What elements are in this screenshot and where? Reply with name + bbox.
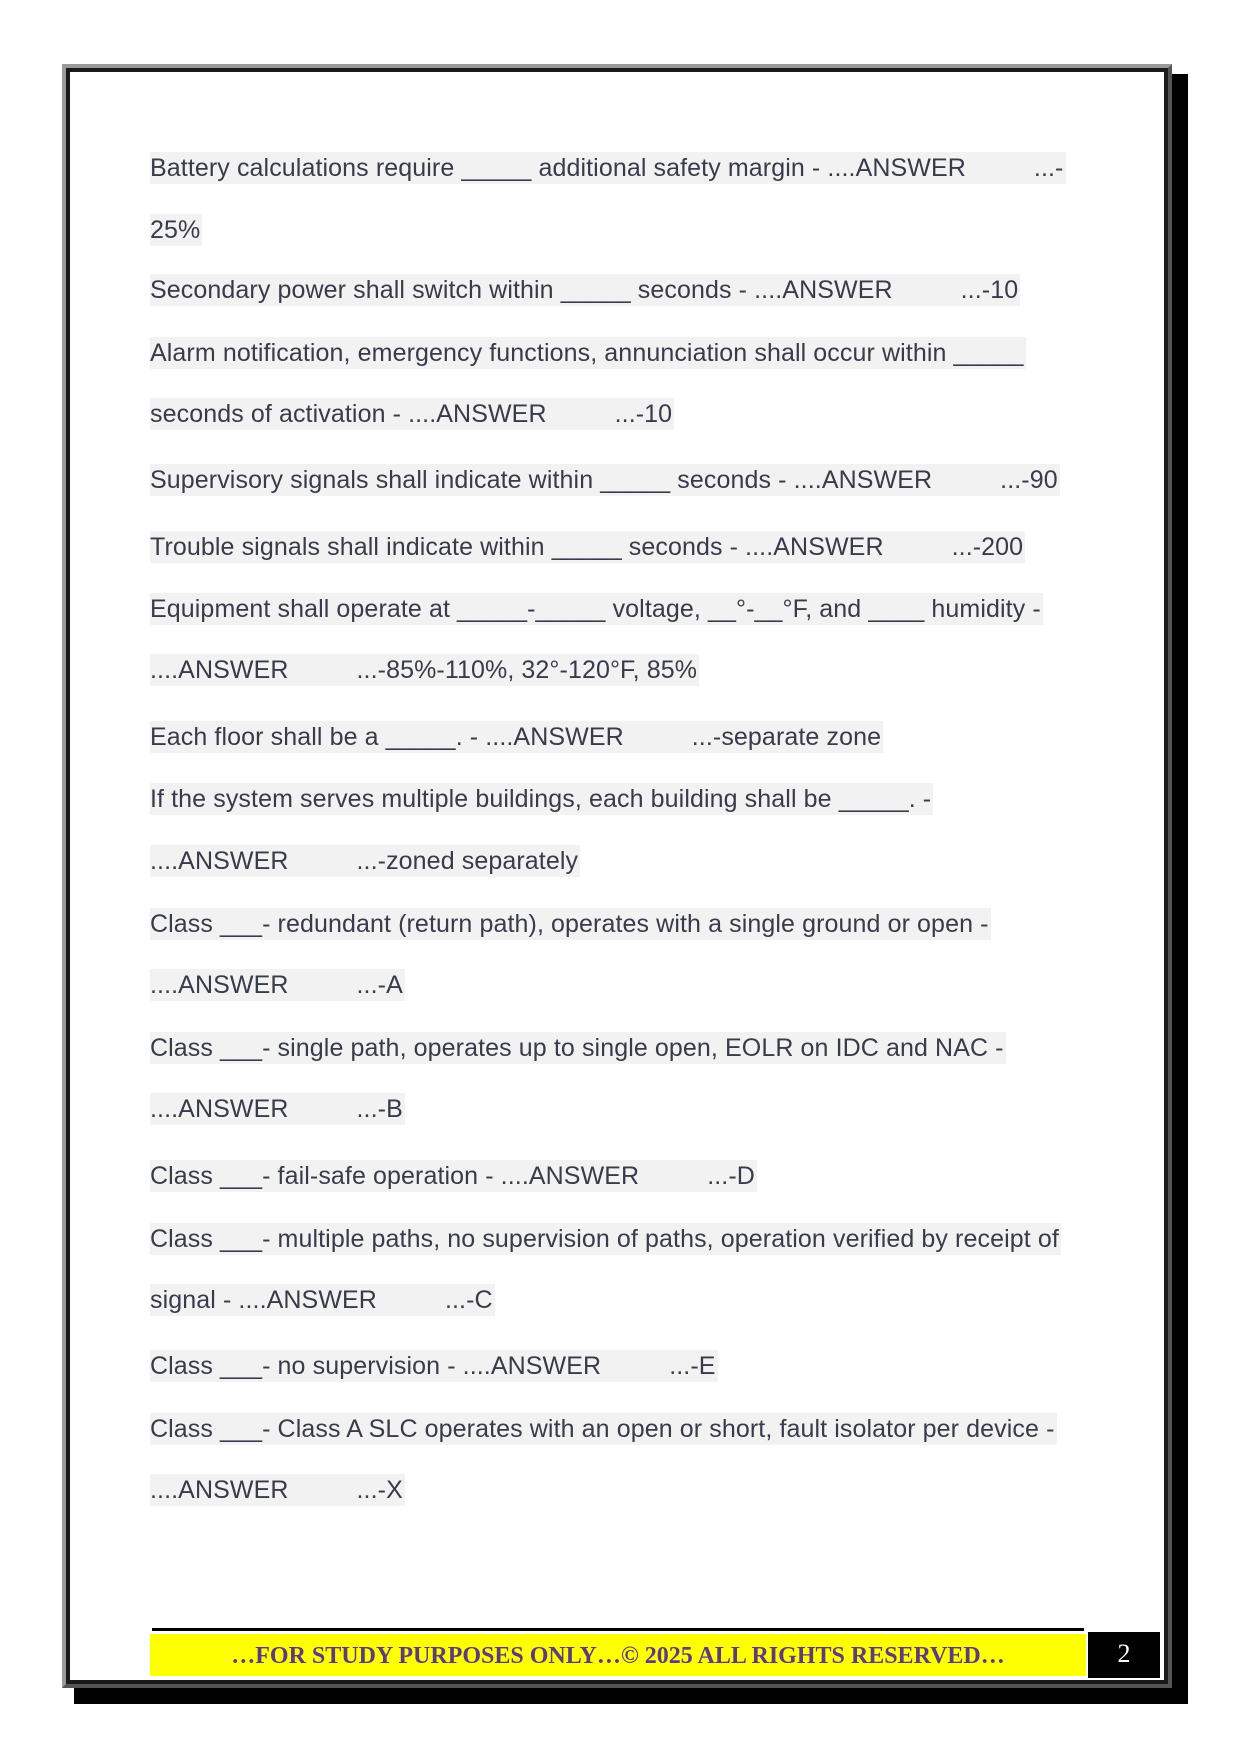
answer-line: ....ANSWER ...-A (150, 971, 403, 999)
question-line: Battery calculations require _____ additional safety margin - ....ANSWER ...- (150, 154, 1064, 182)
answer-line: ....ANSWER ...-zoned separately (150, 847, 579, 875)
answer-line: 25% (150, 216, 201, 244)
question-line: Trouble signals shall indicate within _____ seconds - ....ANSWER ...-200 (150, 533, 1024, 561)
question-line: Class ___- no supervision - ....ANSWER ...-E (150, 1352, 716, 1380)
question-line: Class ___- redundant (return path), operates with a single ground or open - (150, 910, 989, 938)
question-line: If the system serves multiple buildings, each building shall be _____. - (150, 785, 932, 813)
question-line: Equipment shall operate at _____-_____ voltage, __°-__°F, and ____ humidity - (150, 595, 1041, 623)
page-number: 2 (1088, 1632, 1160, 1678)
answer-line: ....ANSWER ...-B (150, 1095, 403, 1123)
question-line: Alarm notification, emergency functions, annunciation shall occur within _____ (150, 339, 1024, 367)
question-line: Supervisory signals shall indicate within _____ seconds - ....ANSWER ...-90 (150, 466, 1058, 494)
answer-line: ....ANSWER ...-X (150, 1476, 403, 1504)
answer-line: signal - ....ANSWER ...-C (150, 1286, 493, 1314)
question-line: Class ___- single path, operates up to single open, EOLR on IDC and NAC - (150, 1034, 1004, 1062)
question-line: Secondary power shall switch within _____ seconds - ....ANSWER ...-10 (150, 276, 1019, 304)
answer-line: ....ANSWER ...-85%-110%, 32°-120°F, 85% (150, 656, 698, 684)
question-line: Class ___- multiple paths, no supervision of paths, operation verified by receipt of (150, 1225, 1059, 1253)
question-line: Class ___- fail-safe operation - ....ANSWER ...-D (150, 1162, 755, 1190)
question-line: Each floor shall be a _____. - ....ANSWER ...-separate zone (150, 723, 882, 751)
footer-rule (152, 1628, 1084, 1631)
question-line: Class ___- Class A SLC operates with an open or short, fault isolator per device - (150, 1415, 1055, 1443)
question-line: seconds of activation - ....ANSWER ...-10 (150, 400, 673, 428)
footer-notice: …FOR STUDY PURPOSES ONLY…© 2025 ALL RIGHTS RESERVED… (150, 1634, 1086, 1676)
